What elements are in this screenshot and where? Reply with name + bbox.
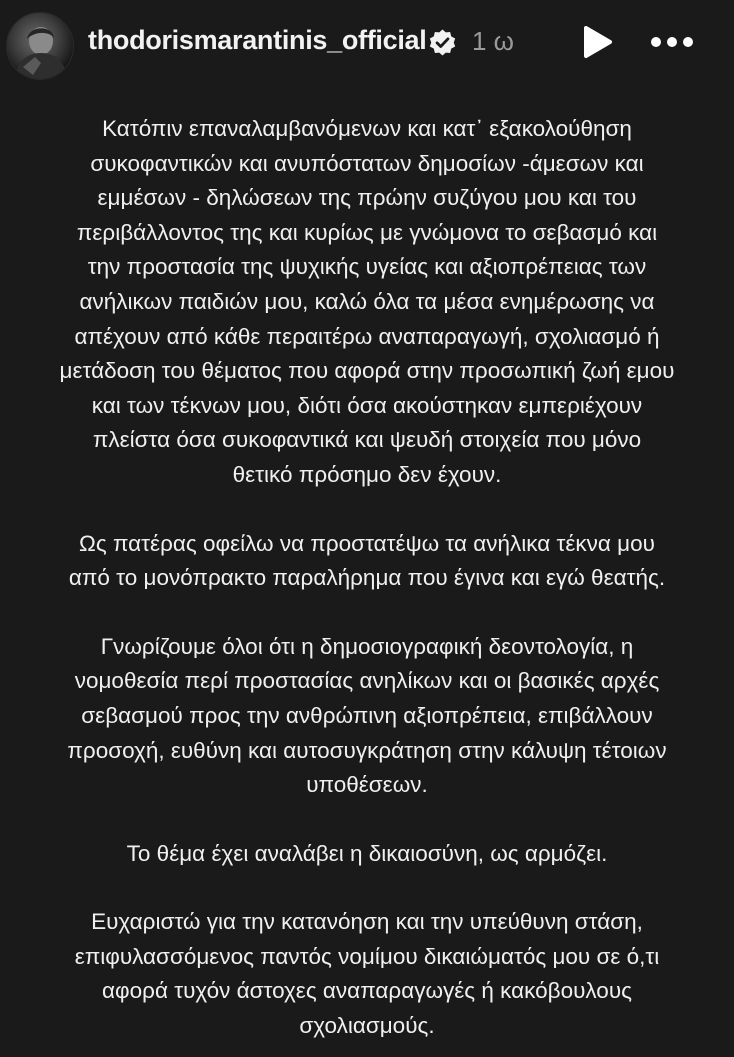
story-line: Ευχαριστώ για την κατανόηση και την υπεύθυνη στάση,	[91, 909, 643, 935]
story-line: συκοφαντικών και ανυπόστατων δημοσίων -άμεσων και	[90, 150, 644, 176]
story-text	[0, 112, 734, 1057]
more-options-icon	[648, 30, 696, 54]
more-options-button[interactable]	[648, 30, 696, 54]
story-line: Κατόπιν επαναλαμβανόμενων και κατ᾽ εξακολούθηση	[102, 116, 632, 141]
story-line: Ως πατέρας οφείλω να προστατέψω τα ανήλικα τέκνα μου	[79, 530, 655, 556]
story-paragraph	[0, 112, 734, 493]
story-line: νομοθεσία περί προστασίας ανηλίκων και οι βασικές αρχές	[74, 668, 660, 694]
story-line: και των τέκνων μου, διότι όσα ακούστηκαν εμπεριέχουν	[91, 392, 643, 418]
story-line: θετικό πρόσημο δεν έχουν.	[232, 461, 502, 487]
post-time: 1 ω	[472, 26, 514, 56]
story-line: ανήλικων παιδιών μου, καλώ όλα τα μέσα ενημέρωσης να	[79, 288, 655, 314]
verified-badge-icon	[428, 28, 457, 57]
story-paragraph	[0, 837, 734, 872]
play-button[interactable]	[580, 24, 614, 60]
story-line: Το θέμα έχει αναλάβει η δικαιοσύνη, ως αρμόζει.	[126, 840, 608, 866]
username[interactable]: thodorismarantinis_official	[88, 25, 427, 55]
story-paragraph	[0, 527, 734, 596]
story-line: προσοχή, ευθύνη και αυτοσυγκράτηση στην κάλυψη τέτοιων	[67, 737, 667, 763]
story-line: απέχουν από κάθε περαιτέρω αναπαραγωγή, σχολιασμό ή	[74, 323, 660, 349]
story-line: σεβασμού προς την ανθρώπινη αξιοπρέπεια, επιβάλλουν	[81, 702, 653, 728]
story-line: από το μονόπρακτο παραλήρημα που έγινα και εγώ θεατής.	[68, 565, 666, 591]
story-header	[0, 0, 734, 84]
story-paragraph	[0, 905, 734, 1043]
story-line: υποθέσεων.	[306, 772, 428, 798]
story-line: επιφυλασσόμενος παντός νομίμου δικαιώματός μου σε ό,τι	[74, 943, 660, 969]
profile-avatar[interactable]	[6, 12, 74, 80]
story-paragraph	[0, 630, 734, 803]
play-icon	[580, 24, 614, 60]
story-line: μετάδοση του θέματος που αφορά στην προσωπική ζωή εμου	[59, 358, 675, 384]
story-line: την προστασία της ψυχικής υγείας και αξιοπρέπειας των	[87, 254, 647, 280]
story-line: πλείστα όσα συκοφαντικά και ψευδή στοιχεία που μόνο	[92, 427, 642, 453]
story-line: εμμέσων - δηλώσεων της πρώην συζύγου μου και του	[97, 185, 637, 211]
story-line: περιβάλλοντος της και κυρίως με γνώμονα το σεβασμό και	[76, 219, 658, 245]
story-line: αφορά τυχόν άστοχες αναπαραγωγές ή κακόβουλους	[102, 978, 632, 1004]
story-line: σχολιασμούς.	[299, 1013, 435, 1039]
story-line: Γνωρίζουμε όλοι ότι η δημοσιογραφική δεοντολογία, η	[100, 633, 634, 659]
avatar-photo	[7, 13, 73, 79]
